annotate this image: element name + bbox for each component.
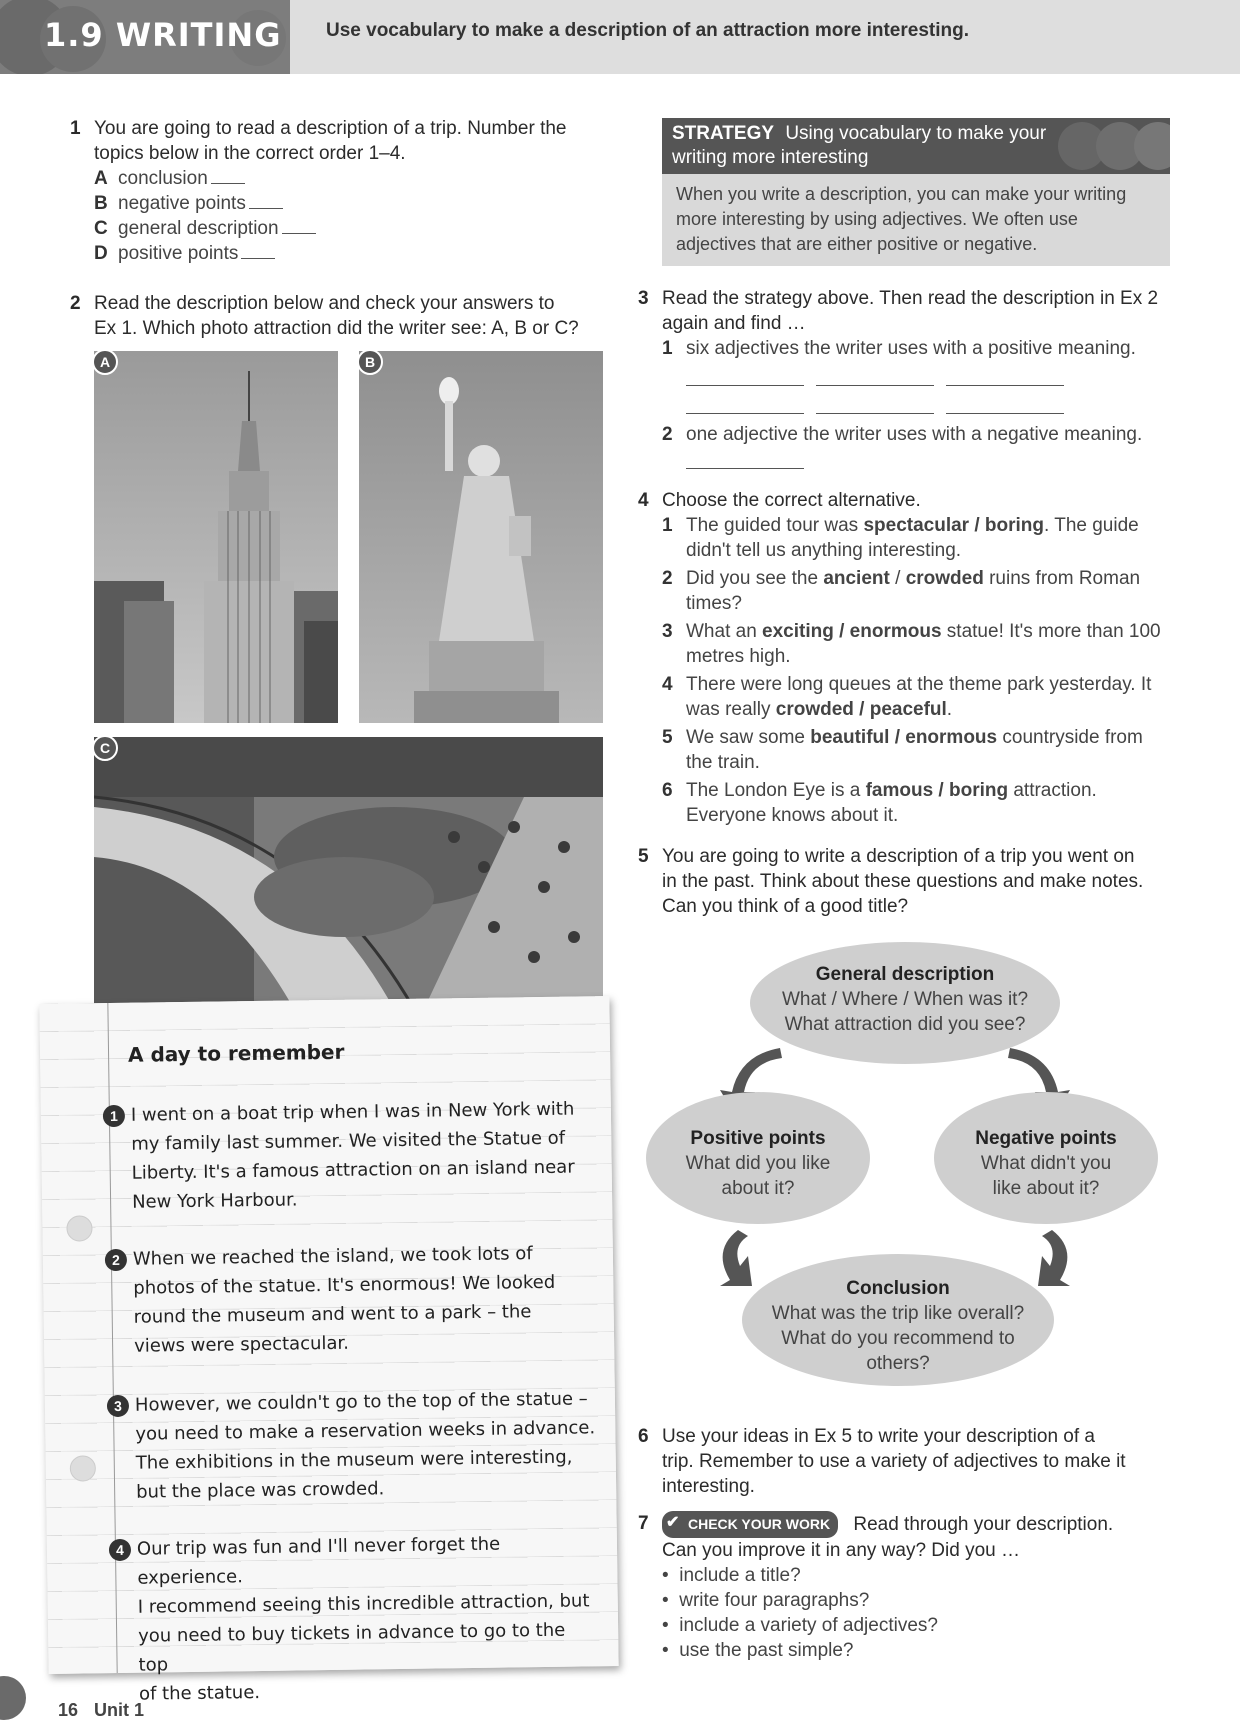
strategy-label: STRATEGY: [672, 123, 775, 144]
paragraph-number: 2: [105, 1249, 127, 1271]
instruction-line: Choose the correct alternative.: [662, 490, 921, 511]
exercise-number: 5: [638, 846, 649, 867]
paragraph-number: 1: [103, 1105, 125, 1127]
exercise-number: 2: [70, 293, 81, 314]
topic-item: D positive points: [94, 241, 590, 266]
strategy-heading: writing more interesting: [672, 147, 869, 168]
margin-line: [107, 1003, 117, 1673]
question-item: 5 We saw some beautiful / enormous countryside from: [662, 727, 1143, 748]
answer-blank[interactable]: [241, 258, 275, 259]
exercise-6: 6 Use your ideas in Ex 5 to write your description of a trip. Remember to use a variety of adjectives to make it interesting.: [638, 1426, 1126, 1497]
paragraph-3: However, we couldn't go to the top of the statue – you need to make a reservation weeks in advance. The exhibitions in the museum were interesting, but the place was crowded.: [134, 1388, 596, 1503]
instruction-line: Read the description below and check your answers to: [94, 293, 555, 314]
exercise-4: 4 Choose the correct alternative. 1 The guided tour was spectacular / boring. The guide didn't tell us anything interesting. 2 Did you see the ancient / crowded ruins from Roman times? 3 What an exciting / enormous statue! It's more than 100 metres high. 4 There were long queues at the theme park yesterday. It was really crowded / peaceful. 5 We saw some beautiful / enormous countryside from the train. 6 The London Eye is a famous / boring attraction. Everyone knows about it.: [638, 488, 1178, 828]
check-icon: ✔: [666, 1514, 680, 1531]
instruction-line: again and find …: [662, 313, 806, 334]
exercise-number: 4: [638, 490, 649, 511]
node-positive-points: Positive points What did you like about it?: [646, 1092, 870, 1224]
question-item: 2 Did you see the ancient / crowded ruins from Roman: [662, 568, 1141, 589]
paragraph-4: Our trip was fun and I'll never forget the experience. I recommend seeing this incredible attraction, but you need to buy tickets in advance to go to the top of the statue.: [136, 1533, 590, 1705]
exercise-7: 7 ✔ CHECK YOUR WORK Read through your description. Can you improve it in any way? Did you … • include a title? • write four paragraphs? • include a variety of adjectives? • use the past simple?: [638, 1511, 1198, 1663]
strategy-header: [662, 118, 1170, 174]
notebook-title: A day to remember: [127, 1039, 345, 1067]
topic-item: B negative points: [94, 191, 590, 216]
node-general-description: General description What / Where / When was it? What attraction did you see?: [750, 942, 1060, 1064]
paragraph-2: When we reached the island, we took lots of photos of the statue. It's enormous! We looked round the museum and went to a park – the views were spectacular.: [132, 1243, 556, 1357]
answer-blank[interactable]: [816, 413, 934, 414]
exercise-number: 1: [70, 118, 81, 139]
exercise-2: [70, 291, 610, 341]
punch-hole: [70, 1455, 96, 1481]
question-item: 4 There were long queues at the theme park yesterday. It: [662, 674, 1152, 695]
topic-item: C general description: [94, 216, 590, 241]
answer-blank[interactable]: [249, 208, 283, 209]
answer-blank[interactable]: [946, 385, 1064, 386]
paragraph-1: I went on a boat trip when I was in New York with my family last summer. We visited the Statue of Liberty. It's a famous attraction on an island near New York Harbour.: [130, 1098, 575, 1213]
footer-circle: [0, 1676, 26, 1720]
punch-hole: [66, 1215, 92, 1241]
exercise-5: 5 You are going to write a description of a trip you went on in the past. Think about these questions and make notes. Can you think of a good title?: [638, 846, 1144, 917]
answer-blank[interactable]: [211, 183, 245, 184]
answer-blank[interactable]: [282, 233, 316, 234]
checklist-item: • write four paragraphs?: [662, 1590, 870, 1611]
question-item: 3 What an exciting / enormous statue! It's more than 100: [662, 621, 1161, 642]
lesson-aim: Use vocabulary to make a description of an attraction more interesting.: [326, 20, 970, 41]
answer-blank[interactable]: [686, 468, 804, 469]
photo-empire-state-building: [94, 351, 338, 723]
photo-statue-of-liberty: [359, 351, 603, 723]
lesson-title: 1.9 WRITING: [44, 16, 282, 54]
photo-badge: C: [94, 737, 118, 761]
check-your-work-badge: ✔ CHECK YOUR WORK: [662, 1511, 838, 1538]
instruction-line: Ex 1. Which photo attraction did the writer see: A, B or C?: [94, 318, 579, 339]
answer-blank[interactable]: [686, 413, 804, 414]
description-notebook: [39, 996, 618, 1705]
instruction-line: Read the strategy above. Then read the description in Ex 2: [662, 288, 1159, 309]
exercise-number: 7: [638, 1513, 649, 1534]
instruction-line: topics below in the correct order 1–4.: [94, 143, 406, 164]
task-item: six adjectives the writer uses with a positive meaning.: [686, 338, 1136, 359]
question-item: 1 The guided tour was spectacular / boring. The guide: [662, 515, 1139, 536]
checklist-item: • use the past simple?: [662, 1640, 854, 1661]
question-item: 6 The London Eye is a famous / boring attraction.: [662, 780, 1097, 801]
topic-item: A conclusion: [94, 166, 590, 191]
photo-badge: B: [359, 351, 383, 375]
answer-blank[interactable]: [816, 385, 934, 386]
node-negative-points: Negative points What didn't you like about it?: [934, 1092, 1158, 1224]
answer-blank[interactable]: [686, 385, 804, 386]
page-footer: 16 Unit 1: [58, 1700, 145, 1720]
photo-high-line-park: [94, 737, 603, 1009]
exercise-3: 3 Read the strategy above. Then read the description in Ex 2 again and find … 1 six adjectives the writer uses with a positive meaning.: [638, 286, 1178, 361]
exercise-1: [70, 116, 590, 266]
node-conclusion: Conclusion What was the trip like overall? What do you recommend to others?: [742, 1254, 1054, 1386]
task-item: 2 one adjective the writer uses with a negative meaning.: [662, 424, 1143, 445]
exercise-number: 6: [638, 1426, 649, 1447]
strategy-body: When you write a description, you can make your writing more interesting by using adjectives. We often use adjectives that are either positive or negative.: [662, 174, 1170, 266]
answer-blank[interactable]: [946, 413, 1064, 414]
instruction-line: You are going to read a description of a trip. Number the: [94, 118, 567, 139]
strategy-heading: Using vocabulary to make your: [785, 123, 1047, 144]
exercise-number: 3: [638, 288, 649, 309]
photo-badge: A: [94, 351, 118, 375]
paragraph-number: 4: [109, 1539, 131, 1561]
checklist-item: • include a title?: [662, 1565, 801, 1586]
paragraph-number: 3: [107, 1395, 129, 1417]
checklist-item: • include a variety of adjectives?: [662, 1615, 938, 1636]
